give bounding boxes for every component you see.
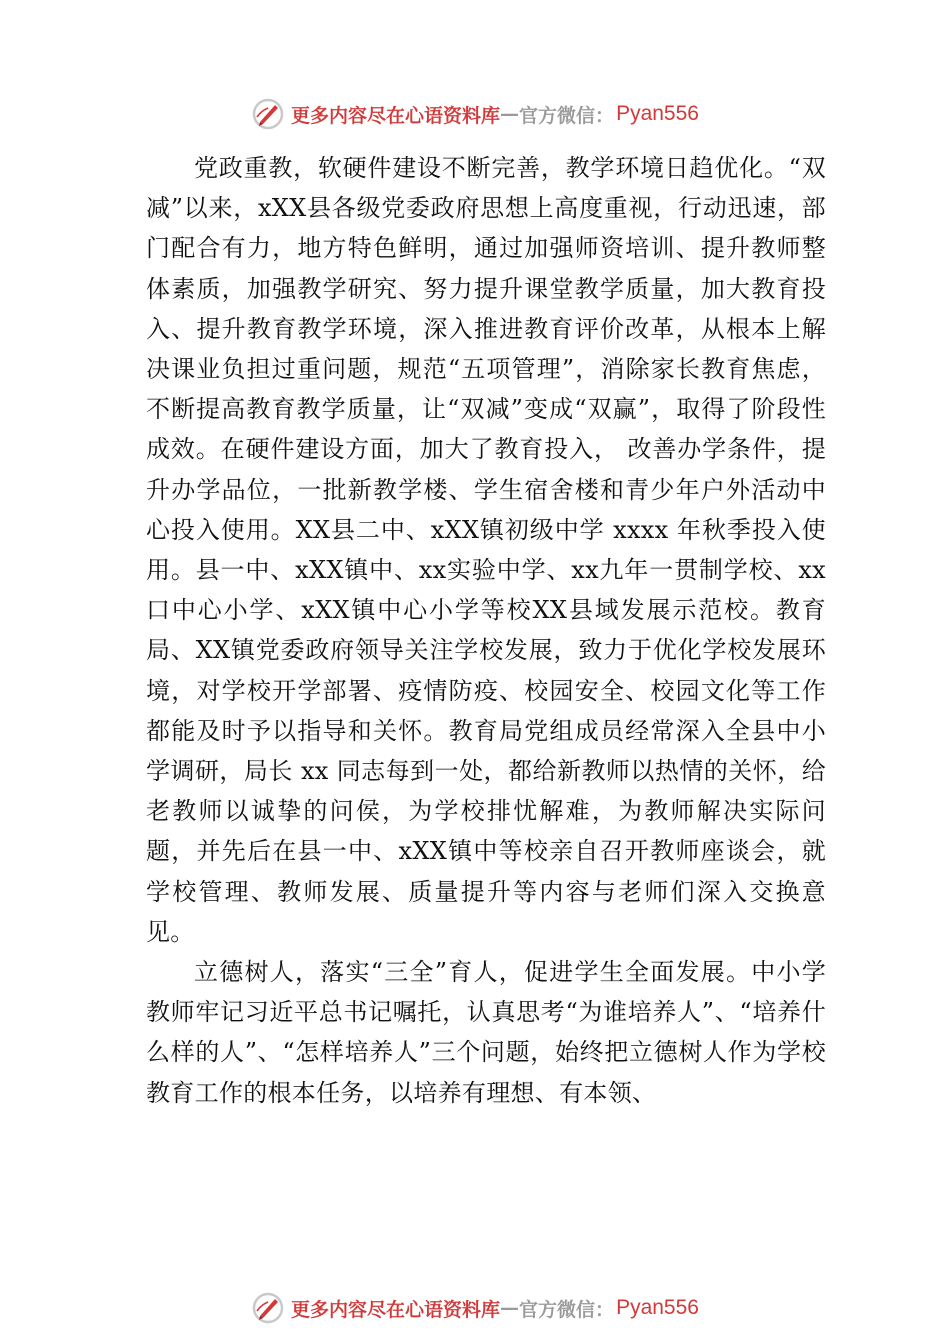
watermark-site-text: 更多内容尽在心语资料库 xyxy=(291,104,501,127)
watermark-wechat-id: Pyan556 xyxy=(616,102,699,125)
watermark-separator: — xyxy=(500,103,520,125)
watermark-wechat-label: 官方微信： xyxy=(519,104,615,127)
watermark-separator: — xyxy=(500,1297,520,1319)
pen-circle-logo-icon xyxy=(251,97,285,131)
document-body xyxy=(146,148,826,1113)
header-watermark xyxy=(0,94,950,134)
watermark-wechat-label: 官方微信： xyxy=(519,1298,615,1321)
paragraph-1: 党政重教，软硬件建设不断完善，教学环境日趋优化。“双减”以来，xXX县各级党委政府思想上高度重视，行动迅速，部门配合有力，地方特色鲜明，通过加强师资培训、提升教师整体素质，加强教学研究、努力提升课堂教学质量，加大教育投入、提升教育教学环境，深入推进教育评价改革，从根本上解决课业负担过重问题，规范“五项管理”，消除家长教育焦虑，不断提高教育教学质量，让“双减”变成“双赢”，取得了阶段性成效。在硬件建设方面，加大了教育投入， 改善办学条件，提升办学品位，一批新教学楼、学生宿舍楼和青少年户外活动中心投入使用。XX县二中、xXX镇初级中学 xxxx 年秋季投入使用。县一中、xXX镇中、xx实验中学、xx九年一贯制学校、xx口中心小学、xXX镇中心小学等校XX县域发展示范校。教育局、XX镇党委政府领导关注学校发展，致力于优化学校发展环境，对学校开学部署、疫情防疫、校园安全、校园文化等工作都能及时予以指导和关怀。教育局党组成员经常深入全县中小学调研，局长 xx 同志每到一处，都给新教师以热情的关怀，给老教师以诚挚的问侯，为学校排忧解难，为教师解决实际问题，并先后在县一中、xXX镇中等校亲自召开教师座谈会，就学校管理、教师发展、质量提升等内容与老师们深入交换意见。 xyxy=(146,154,826,946)
footer-watermark xyxy=(0,1288,950,1328)
paragraph-2: 立德树人，落实“三全”育人，促进学生全面发展。中小学教师牢记习近平总书记嘱托，认真思考“为谁培养人”、“培养什么样的人”、“怎样培养人”三个问题，始终把立德树人作为学校教育工作的根本任务，以培养有理想、有本领、 xyxy=(146,958,826,1107)
pen-circle-logo-icon xyxy=(251,1291,285,1325)
watermark-wechat-id: Pyan556 xyxy=(616,1296,699,1319)
watermark-site-text: 更多内容尽在心语资料库 xyxy=(291,1298,501,1321)
